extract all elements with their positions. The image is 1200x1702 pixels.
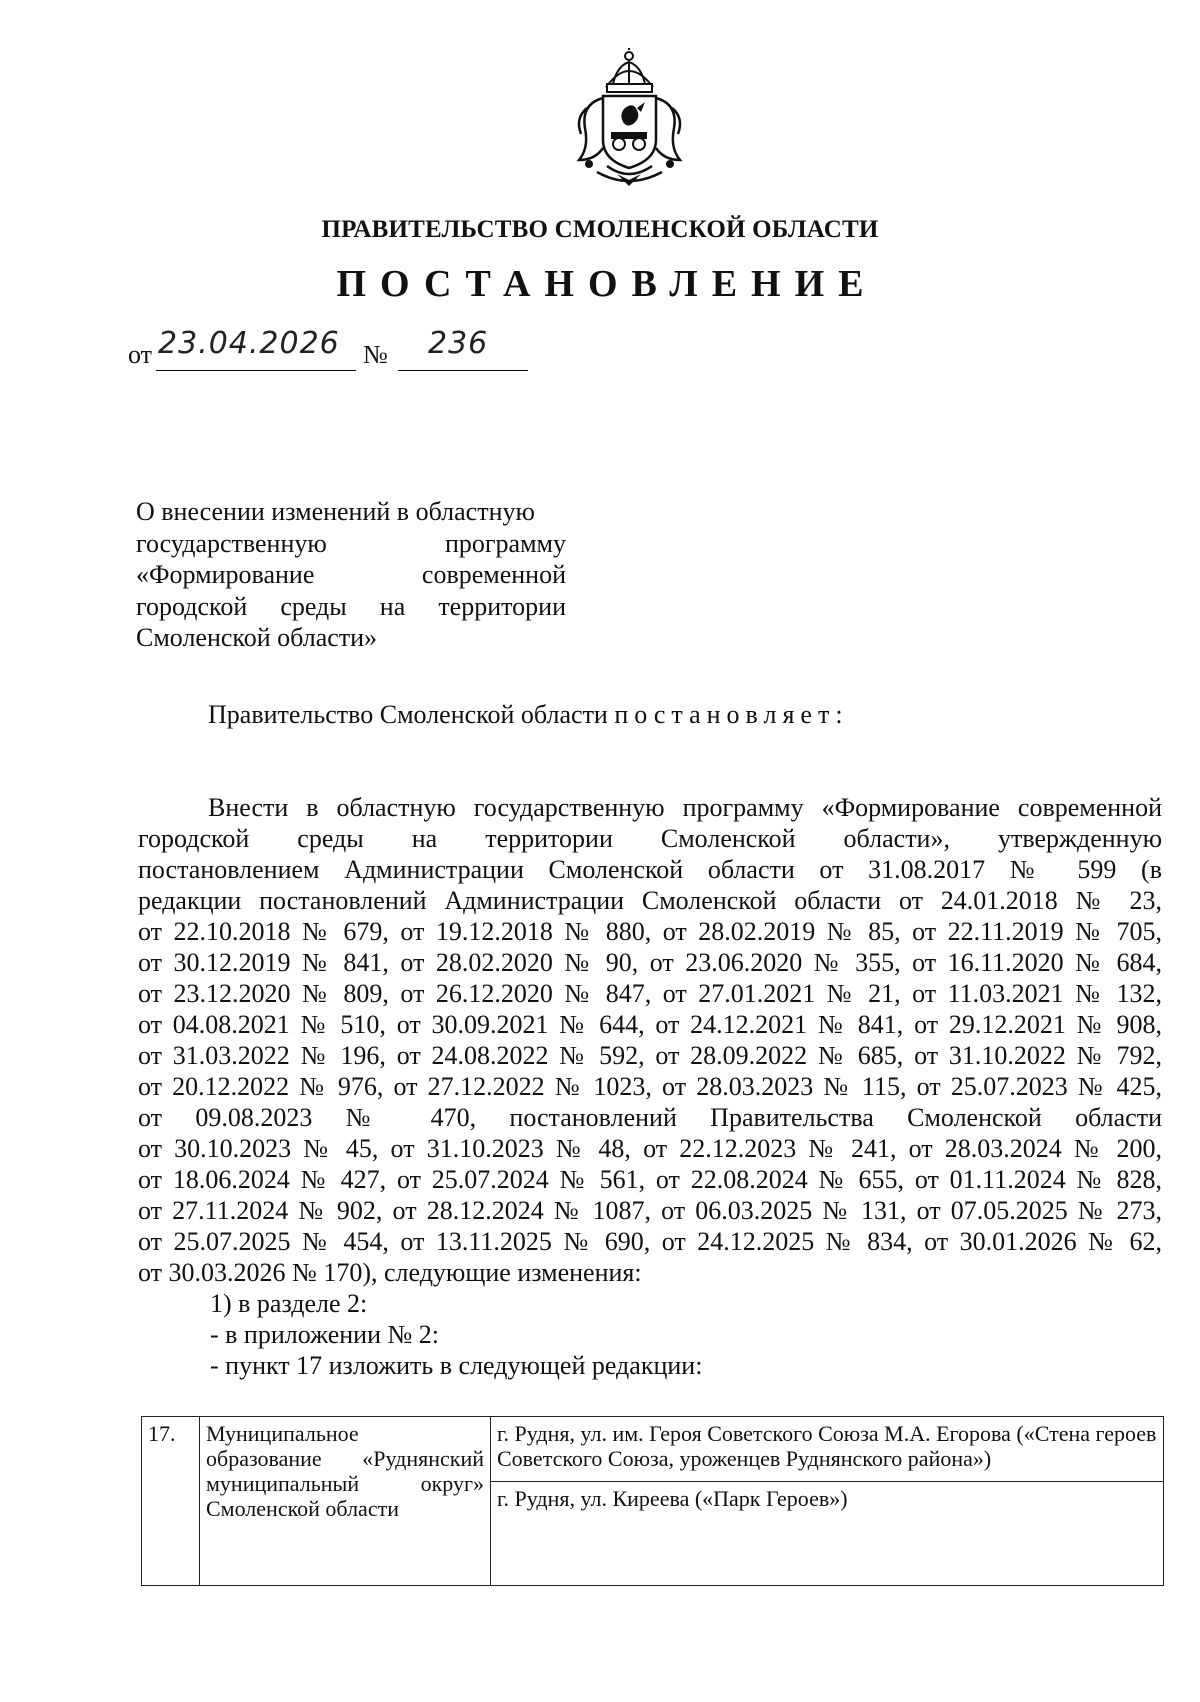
document-subject xyxy=(136,496,566,654)
organization-name: ПРАВИТЕЛЬСТВО СМОЛЕНСКОЙ ОБЛАСТИ xyxy=(321,216,879,243)
resolution-clause xyxy=(208,700,849,730)
smolensk-coat-of-arms-icon xyxy=(567,48,692,188)
amendment-item: - пункт 17 изложить в следующей редакции: xyxy=(210,1351,703,1380)
body-line: от 27.11.2024 № 902, от 28.12.2024 № 1087, от 06.03.2025 № 131, от 07.05.2025 № 273, xyxy=(138,1196,1162,1225)
handwritten-date: 23.04.2026 xyxy=(158,326,340,361)
body-line: от 09.08.2023 № 470, постановлений Правительства Смоленской области xyxy=(138,1103,1162,1132)
body-line: от 30.12.2019 № 841, от 28.02.2020 № 90, от 23.06.2020 № 355, от 16.11.2020 № 684, xyxy=(138,948,1162,977)
body-line: от 31.03.2022 № 196, от 24.08.2022 № 592, от 28.09.2022 № 685, от 31.10.2022 № 792, xyxy=(138,1041,1162,1070)
body-line: постановлением Администрации Смоленской области от 31.08.2017 № 599 (в xyxy=(138,855,1162,884)
body-line: от 18.06.2024 № 427, от 25.07.2024 № 561, от 22.08.2024 № 655, от 01.11.2024 № 828, xyxy=(138,1165,1162,1194)
handwritten-number: 236 xyxy=(428,326,489,361)
municipality-line: Муниципальное xyxy=(206,1421,359,1446)
resolution-subject: Правительство Смоленской области xyxy=(208,700,608,729)
subject-line: О внесении изменений в областную xyxy=(136,497,535,526)
resolution-verb: постановляет: xyxy=(614,700,849,729)
body-line: от 25.07.2025 № 454, от 13.11.2025 № 690, от 24.12.2025 № 834, от 30.01.2026 № 62, xyxy=(138,1227,1162,1256)
body-line: от 30.10.2023 № 45, от 31.10.2023 № 48, от 22.12.2023 № 241, от 28.03.2024 № 200, xyxy=(138,1134,1162,1163)
subject-line: государственную программу xyxy=(136,528,566,558)
table-cell-number: 17. xyxy=(142,1417,200,1586)
program-table xyxy=(141,1416,1164,1586)
amendment-item: 1) в разделе 2: xyxy=(210,1289,368,1318)
body-line: от 22.10.2018 № 679, от 19.12.2018 № 880, от 28.02.2019 № 85, от 22.11.2019 № 705, xyxy=(138,917,1162,946)
body-line: от 23.12.2020 № 809, от 26.12.2020 № 847, от 27.01.2021 № 21, от 11.03.2021 № 132, xyxy=(138,979,1162,1008)
date-prefix-label: от xyxy=(128,340,153,369)
date-underline xyxy=(156,370,356,371)
table-row xyxy=(142,1417,1164,1482)
date-number-line xyxy=(128,326,548,372)
table-cell-object: г. Рудня, ул. им. Героя Советского Союза М.А. Егорова («Стена героев Советского Союза, уроженцев Руднянского района») xyxy=(491,1417,1164,1482)
municipality-line: муниципальный округ» xyxy=(206,1471,484,1496)
body-line: от 04.08.2021 № 510, от 30.09.2021 № 644, от 24.12.2021 № 841, от 29.12.2021 № 908, xyxy=(138,1010,1162,1039)
body-line: городской среды на территории Смоленской области», утвержденную xyxy=(138,824,1162,853)
document-type-title: ПОСТАНОВЛЕНИЕ xyxy=(336,263,878,305)
number-label: № xyxy=(363,340,388,369)
number-underline xyxy=(398,370,528,371)
table-cell-municipality xyxy=(200,1417,491,1586)
body-line: от 30.03.2026 № 170), следующие изменения: xyxy=(138,1258,642,1287)
subject-line: городской среды на территории xyxy=(136,591,566,621)
body-line: от 20.12.2022 № 976, от 27.12.2022 № 1023, от 28.03.2023 № 115, от 25.07.2023 № 425, xyxy=(138,1072,1162,1101)
municipality-line: образование «Руднянский xyxy=(206,1446,484,1471)
subject-line: Смоленской области» xyxy=(136,623,378,652)
body-line: редакции постановлений Администрации Смоленской области от 24.01.2018 № 23, xyxy=(138,886,1162,915)
body-line: Внести в областную государственную программу «Формирование современной xyxy=(208,793,1162,822)
subject-line: «Формирование современной xyxy=(136,560,566,589)
table-cell-object: г. Рудня, ул. Киреева («Парк Героев») xyxy=(491,1482,1164,1586)
document-body xyxy=(138,792,1162,1381)
municipality-line: Смоленской области xyxy=(206,1496,399,1521)
amendment-item: - в приложении № 2: xyxy=(210,1320,440,1349)
